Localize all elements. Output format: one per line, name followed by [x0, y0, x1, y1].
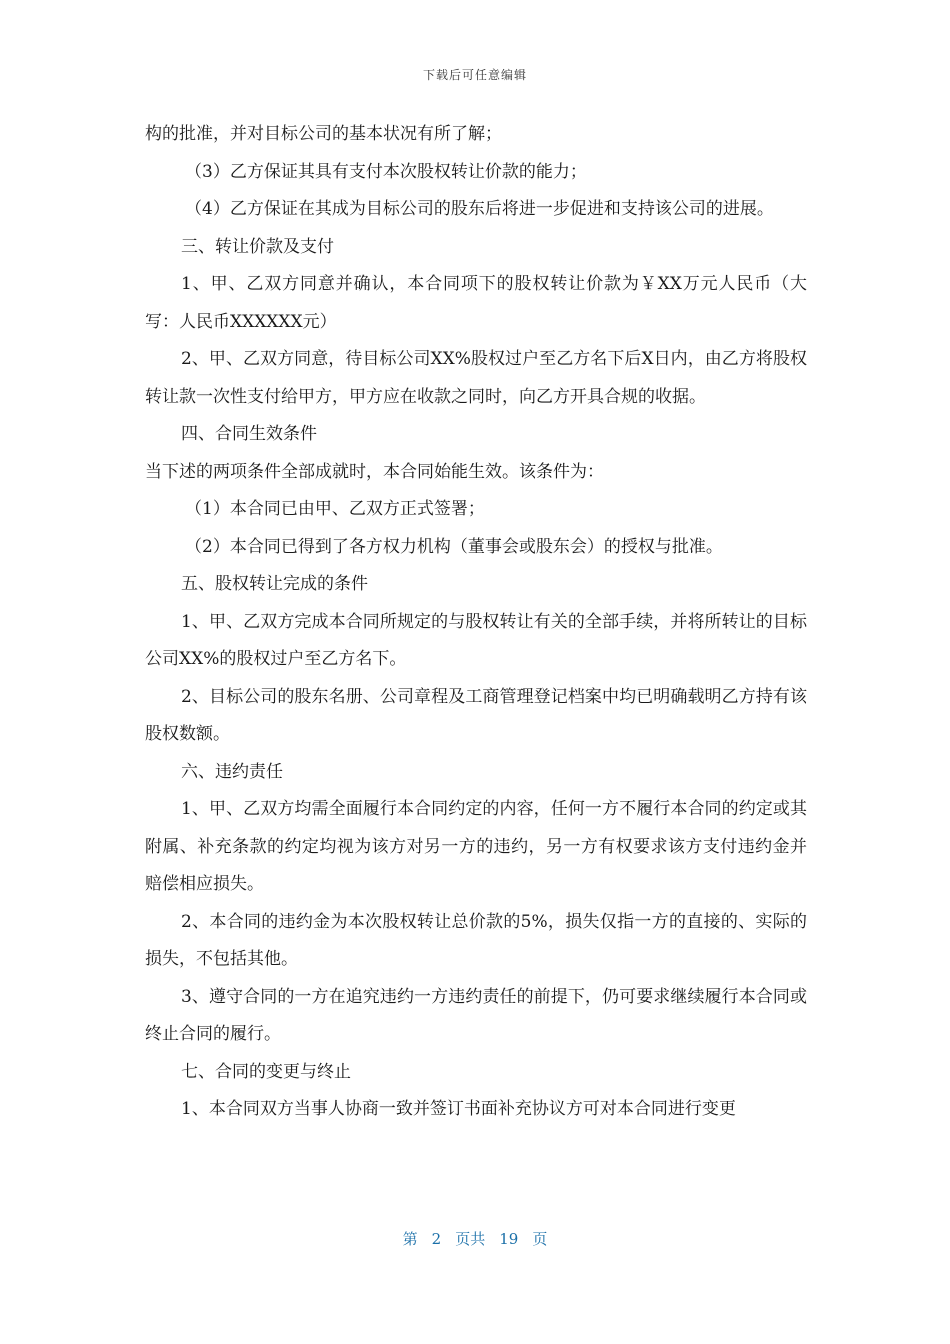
paragraph: （1）本合同已由甲、乙双方正式签署；	[185, 499, 485, 519]
paragraph: （4）乙方保证在其成为目标公司的股东后将进一步促进和支持该公司的进展。	[185, 199, 774, 219]
footer-suffix: 页	[532, 1230, 548, 1248]
section-heading: 三、转让价款及支付	[181, 236, 334, 257]
current-page-number: 2	[431, 1230, 442, 1248]
paragraph: 1、本合同双方当事人协商一致并签订书面补充协议方可对本合同进行变更	[181, 1099, 736, 1119]
page-footer	[0, 1228, 950, 1249]
section-heading: 六、违约责任	[181, 761, 283, 782]
footer-prefix: 第	[402, 1230, 418, 1248]
paragraph: （3）乙方保证其具有支付本次股权转让价款的能力；	[185, 161, 587, 182]
paragraph: 1、甲、乙双方均需全面履行本合同约定的内容，任何一方不履行本合同的约定或其附属、补充条款的约定均视为该方对另一方的违约，另一方有权要求该方支付违约金并赔偿相应损失。	[145, 799, 807, 894]
paragraph: （2）本合同已得到了各方权力机构（董事会或股东会）的授权与批准。	[185, 536, 723, 557]
section-heading: 七、合同的变更与终止	[181, 1061, 351, 1082]
paragraph: 1、甲、乙双方完成本合同所规定的与股权转让有关的全部手续，并将所转让的目标公司XX%的股权过户至乙方名下。	[145, 611, 807, 669]
section-heading: 四、合同生效条件	[181, 424, 317, 444]
total-pages-number: 19	[499, 1230, 519, 1248]
paragraph: 1、甲、乙双方同意并确认，本合同项下的股权转让价款为￥XX万元人民币（大写：人民币XXXXXX元）	[145, 274, 807, 332]
section-heading: 五、股权转让完成的条件	[181, 574, 368, 594]
paragraph: 3、遵守合同的一方在追究违约一方违约责任的前提下，仍可要求继续履行本合同或终止合同的履行。	[145, 986, 807, 1044]
document-body	[145, 116, 807, 1129]
paragraph: 构的批准，并对目标公司的基本状况有所了解；	[145, 124, 502, 144]
page-header: 下载后可任意编辑	[422, 68, 527, 82]
paragraph: 2、本合同的违约金为本次股权转让总价款的5%，损失仅指一方的直接的、实际的损失，不包括其他。	[145, 911, 807, 969]
paragraph: 当下述的两项条件全部成就时，本合同始能生效。该条件为：	[145, 461, 604, 482]
paragraph: 2、甲、乙双方同意，待目标公司XX%股权过户至乙方名下后X日内，由乙方将股权转让款一次性支付给甲方，甲方应在收款之同时，向乙方开具合规的收据。	[145, 349, 807, 407]
paragraph: 2、目标公司的股东名册、公司章程及工商管理登记档案中均已明确载明乙方持有该股权数额。	[145, 686, 807, 744]
footer-middle: 页共	[455, 1230, 486, 1248]
